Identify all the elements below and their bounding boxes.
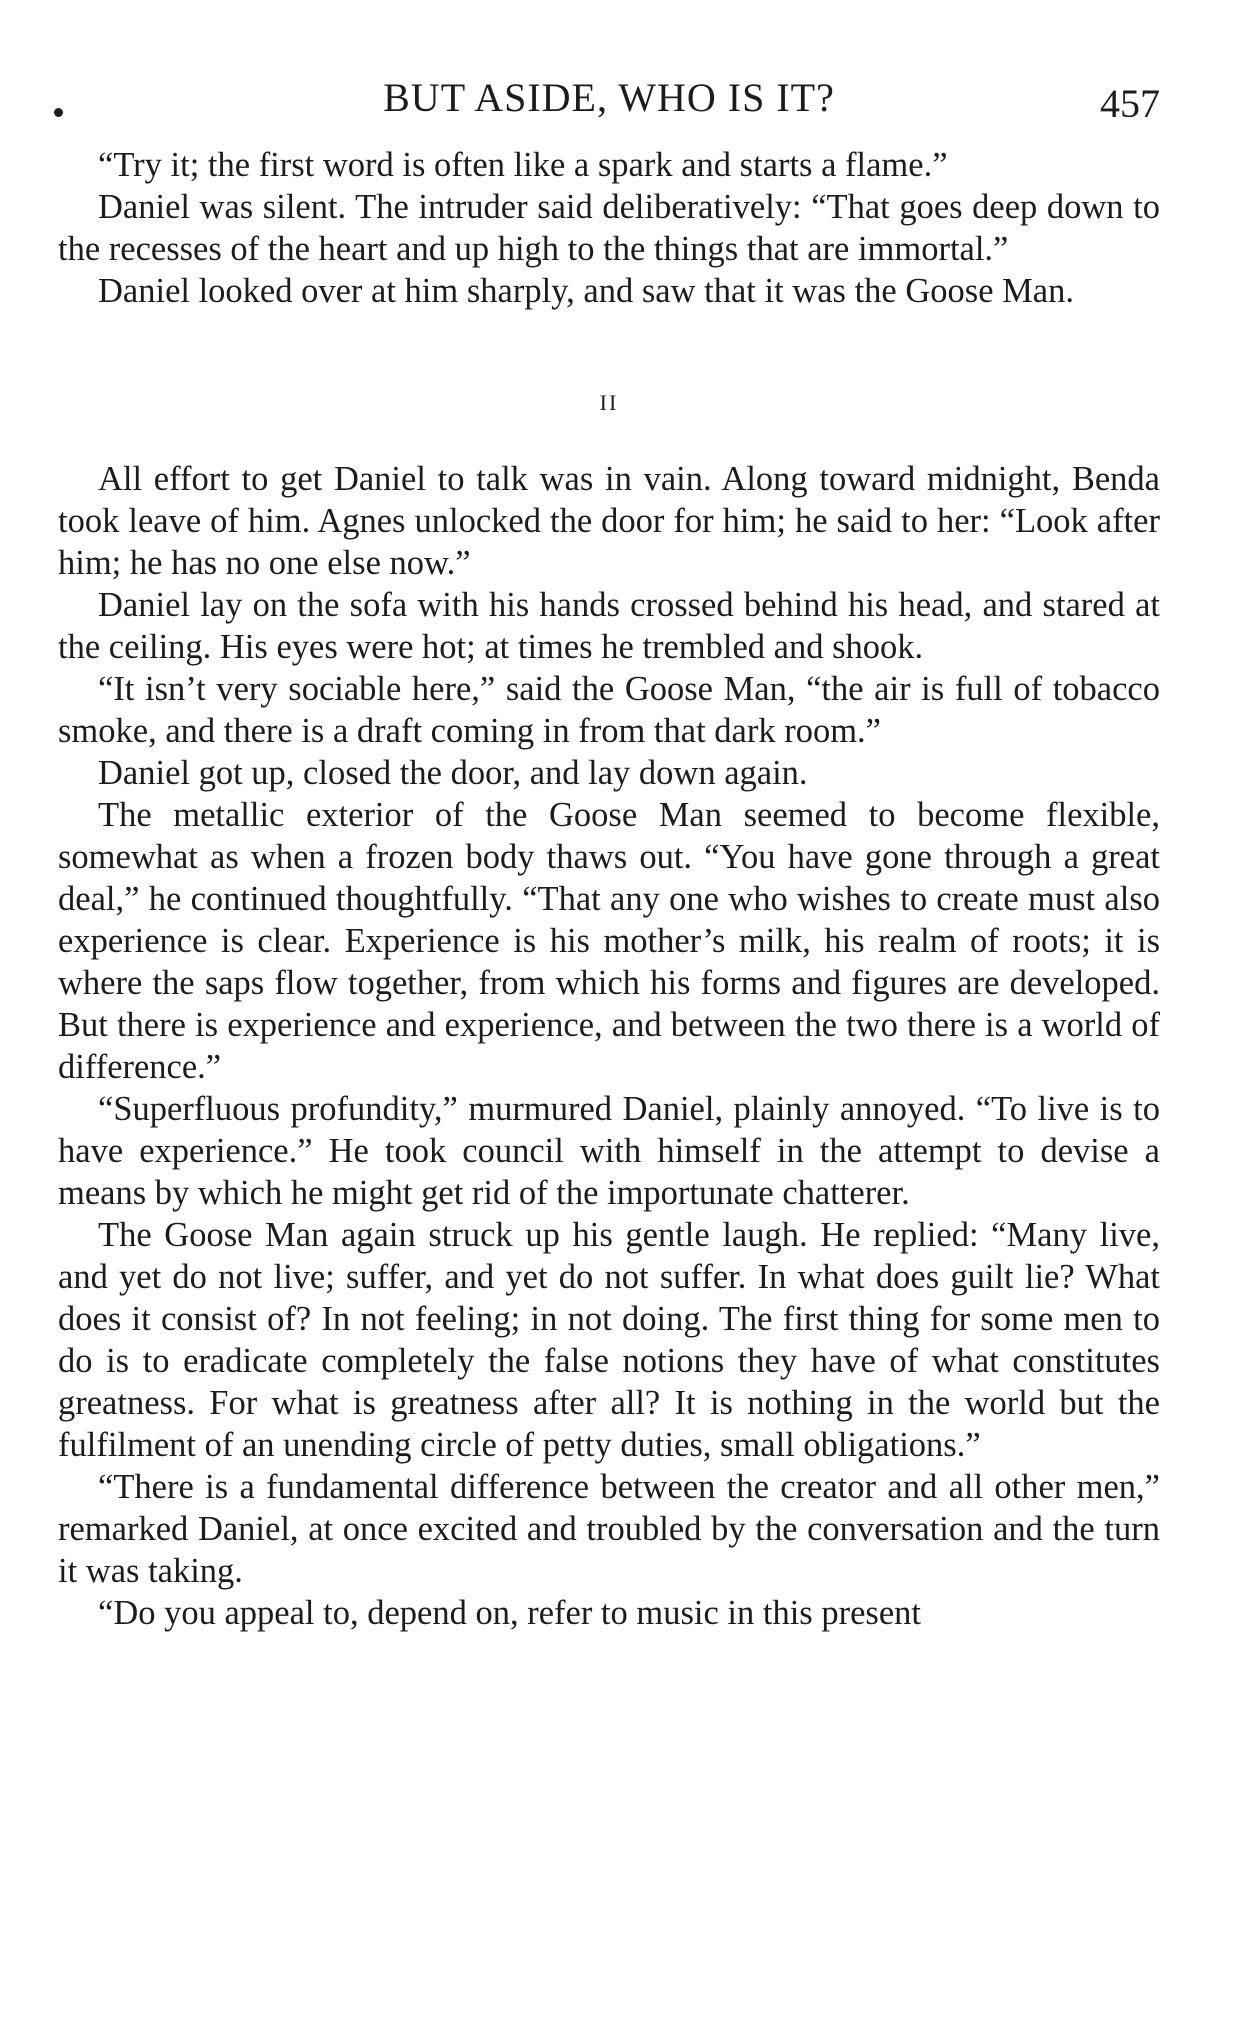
paragraph: All effort to get Daniel to talk was in vain. Along toward midnight, Benda took leave of him. Agnes unlocked the door for him; he said to her: “Look after him; he has no one else now.”: [58, 460, 1160, 582]
page-body: [58, 144, 1160, 1634]
running-title: BUT ASIDE, WHO IS IT?: [383, 75, 835, 120]
page-header: [58, 62, 1160, 132]
section-heading: II: [599, 390, 619, 415]
paragraph: Daniel got up, closed the door, and lay down again.: [98, 754, 808, 792]
paragraph: Daniel looked over at him sharply, and saw that it was the Goose Man.: [98, 272, 1074, 310]
paragraph: The Goose Man again struck up his gentle laugh. He replied: “Many live, and yet do not live; suffer, and yet do not suffer. In what does guilt lie? What does it consist of? In not feeling; in not doing. The first thing for some men to do is to eradicate completely the false notions they have of what constitutes greatness. For what is greatness after all? It is nothing in the world but the fulfilment of an unending circle of petty duties, small obligations.”: [58, 1216, 1160, 1464]
book-page: [58, 62, 1160, 1634]
paragraph: Daniel lay on the sofa with his hands crossed behind his head, and stared at the ceiling. His eyes were hot; at times he trembled and shook.: [58, 586, 1160, 666]
paragraph: “Superfluous profundity,” murmured Daniel, plainly annoyed. “To live is to have experience.” He took council with himself in the attempt to devise a means by which he might get rid of the importunate chatterer.: [58, 1090, 1160, 1212]
page-number: 457: [1100, 81, 1160, 126]
paragraph: “Do you appeal to, depend on, refer to music in this present: [98, 1594, 921, 1632]
paragraph: Daniel was silent. The intruder said deliberatively: “That goes deep down to the recesses of the heart and up high to the things that are immortal.”: [58, 188, 1160, 268]
paragraph: The metallic exterior of the Goose Man seemed to become flexible, somewhat as when a frozen body thaws out. “You have gone through a great deal,” he continued thoughtfully. “That any one who wishes to create must also experience is clear. Experience is his mother’s milk, his realm of roots; it is where the saps flow together, from which his forms and figures are developed. But there is experience and experience, and between the two there is a world of difference.”: [58, 796, 1160, 1086]
paragraph: “Try it; the first word is often like a spark and starts a flame.”: [98, 146, 948, 184]
paragraph: “There is a fundamental difference between the creator and all other men,” remarked Daniel, at once excited and troubled by the conversation and the turn it was taking.: [58, 1468, 1160, 1590]
paragraph: “It isn’t very sociable here,” said the Goose Man, “the air is full of tobacco smoke, and there is a draft coming in from that dark room.”: [58, 670, 1160, 750]
